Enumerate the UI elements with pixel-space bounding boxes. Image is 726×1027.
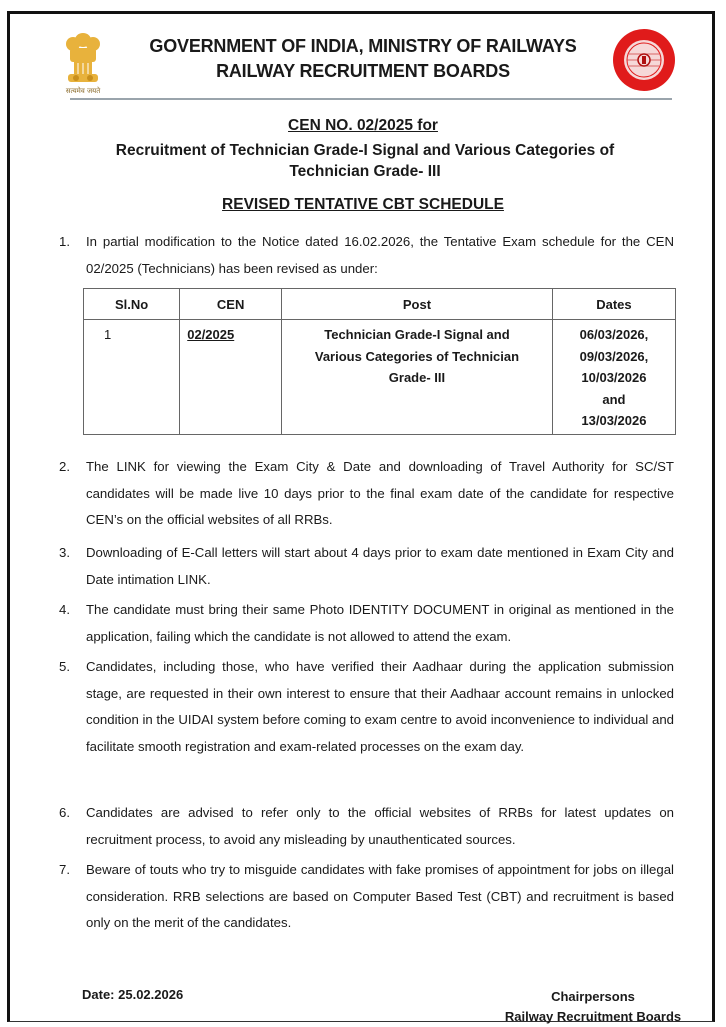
date-item: 10/03/2026	[581, 370, 647, 385]
schedule-title: REVISED TENTATIVE CBT SCHEDULE	[222, 196, 504, 213]
recruitment-subtitle: Recruitment of Technician Grade-I Signal and Various Categories of Technician Grade- III	[115, 142, 615, 180]
paragraph-number: 5.	[59, 659, 70, 674]
date-item: and	[602, 391, 626, 407]
cell-cen: 02/2025	[180, 320, 282, 435]
paragraph-text: Beware of touts who try to misguide candidates with fake promises of appointment for jobs on illegal consideration. RRB selections are based on Computer Based Test (CBT) and recruitment is based only on the merit of the candidates.	[86, 862, 674, 930]
emblem-motto: सत्यमेव जयते	[65, 87, 101, 95]
cell-slno: 1	[84, 320, 180, 435]
table-row	[84, 320, 676, 435]
paragraph-2	[59, 454, 674, 534]
paragraph-number: 6.	[59, 805, 70, 820]
signatory-organization: Railway Recruitment Boards	[504, 1009, 682, 1024]
header-boards: RAILWAY RECRUITMENT BOARDS	[216, 61, 510, 81]
date-item: 09/03/2026,	[579, 348, 649, 364]
paragraph-4	[59, 597, 674, 650]
notice-date: Date: 25.02.2026	[82, 987, 184, 1002]
date-item: 06/03/2026,	[579, 327, 649, 342]
table-header-row	[84, 289, 676, 320]
paragraph-text: Downloading of E-Call letters will start about 4 days prior to exam date mentioned in Exam City and Date intimation LINK.	[86, 545, 674, 587]
paragraph-number: 1.	[59, 234, 70, 249]
schedule-table	[83, 288, 676, 435]
header-ministry: GOVERNMENT OF INDIA, MINISTRY OF RAILWAYS	[149, 36, 577, 56]
paragraph-text: Candidates are advised to refer only to the official websites of RRBs for latest updates on recruitment process, to avoid any misleading by unauthenticated sources.	[86, 805, 674, 847]
paragraph-number: 3.	[59, 545, 70, 560]
paragraph-text: In partial modification to the Notice dated 16.02.2026, the Tentative Exam schedule for the CEN 02/2025 (Technicians) has been revised as under:	[86, 234, 674, 276]
col-header-dates: Dates	[552, 289, 675, 320]
col-header-slno: Sl.No	[84, 289, 180, 320]
header-divider	[70, 98, 672, 100]
paragraph-text: The candidate must bring their same Photo IDENTITY DOCUMENT in original as mentioned in the application, failing which the candidate is not allowed to attend the exam.	[86, 602, 674, 644]
paragraph-6	[59, 800, 674, 853]
col-header-cen: CEN	[180, 289, 282, 320]
paragraph-text: Candidates, including those, who have verified their Aadhaar during the application submission stage, are requested in their own interest to ensure that their Aadhaar account remains in unlocked condition in the UIDAI system before coming to exam centre to avoid inconvenience to individual and facilitate smooth registration and exam-related processes on the exam day.	[86, 659, 674, 754]
cell-dates	[552, 320, 675, 435]
signatory-title: Chairpersons	[551, 989, 635, 1004]
cell-post: Technician Grade-I Signal and Various Categories of Technician Grade- III	[282, 320, 553, 435]
paragraph-number: 2.	[59, 459, 70, 474]
paragraph-5	[59, 654, 674, 760]
paragraph-3	[59, 540, 674, 593]
signatory	[478, 987, 708, 1027]
col-header-post: Post	[282, 289, 553, 320]
paragraph-number: 7.	[59, 862, 70, 877]
paragraph-1	[59, 229, 674, 282]
date-item: 13/03/2026	[581, 413, 647, 428]
cen-title: CEN NO. 02/2025 for	[288, 117, 438, 134]
paragraph-text: The LINK for viewing the Exam City & Date and downloading of Travel Authority for SC/ST candidates will be made live 10 days prior to the final exam date of the candidate for respective CEN’s on the official websites of all RRBs.	[86, 459, 674, 527]
paragraph-number: 4.	[59, 602, 70, 617]
paragraph-7	[59, 857, 674, 937]
